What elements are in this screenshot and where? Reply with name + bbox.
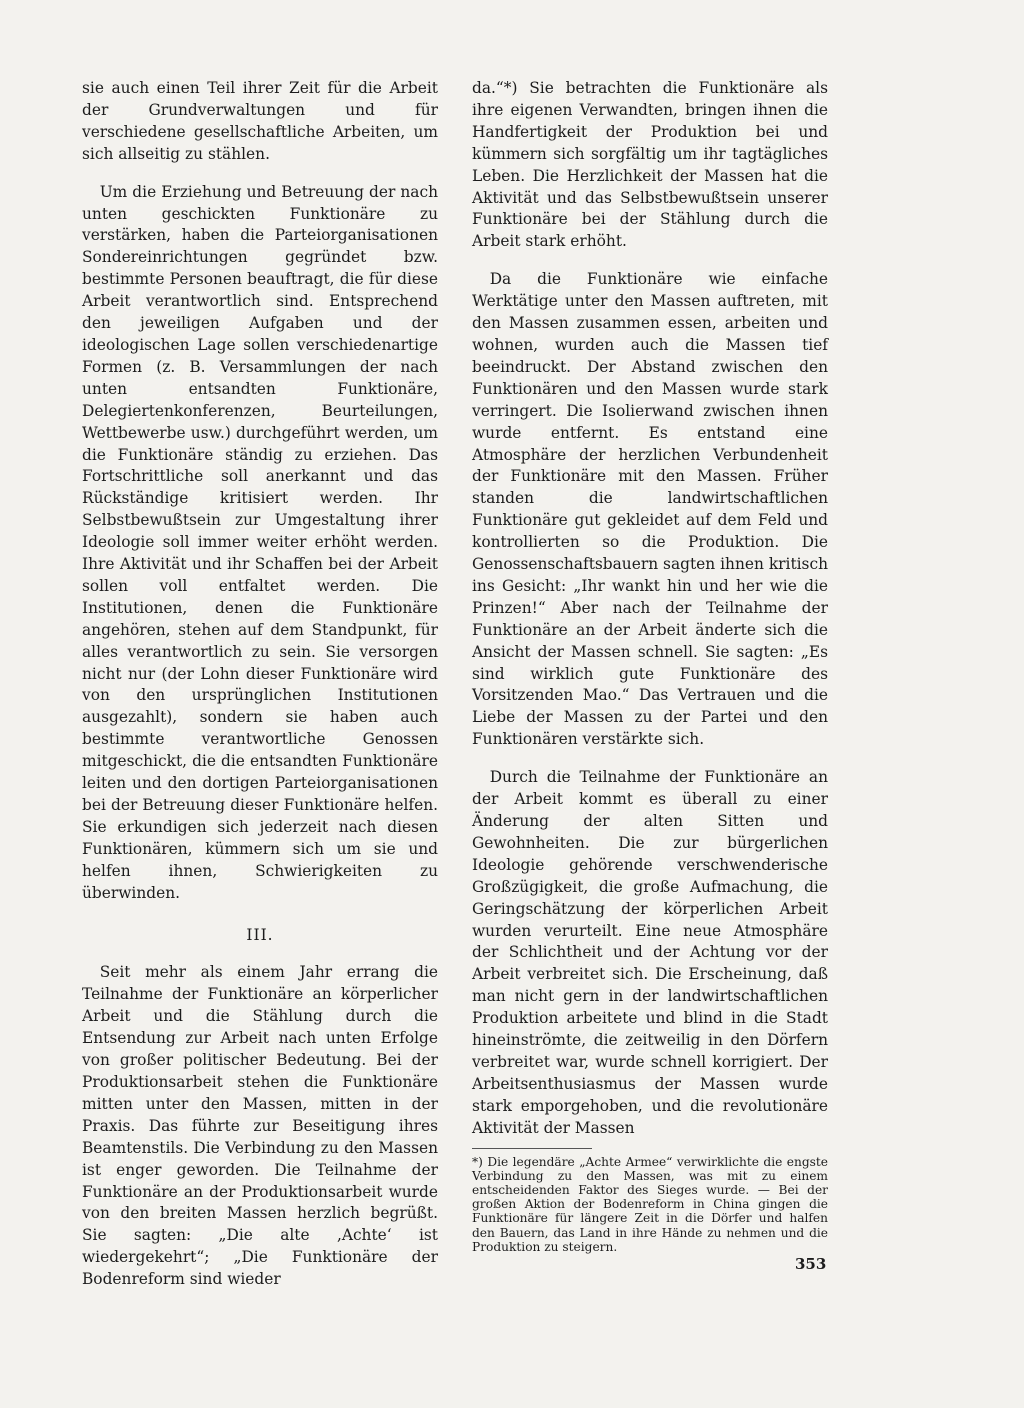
footnote-divider (472, 1148, 592, 1149)
right-paragraph-3: Durch die Teilnahme der Funktionäre an der Arbeit kommt es überall zu einer Änderung der alten Sitten und Gewohnheiten. Die zur bürgerlichen Ideologie gehörende verschwenderische Großzügigkeit, die große Aufmachung, die Geringschätzung der körperlichen Arbeit wurden verurteilt. Eine neue Atmosphäre der Schlichtheit und der Achtung vor der Arbeit verbreitet sich. Die Erscheinung, daß man nicht gern in der landwirtschaftlichen Produktion arbeitete und blind in die Stadt hineinströmte, die zeitweilig in den Dörfern verbreitet war, wurde schnell korrigiert. Der Arbeitsenthusiasmus der Massen wurde stark emporgehoben, und die revolutionäre Aktivität der Massen (472, 768, 828, 1137)
left-column (82, 78, 438, 1291)
right-paragraph-2: Da die Funktionäre wie einfache Werktätige unter den Massen auftreten, mit den Massen zusammen essen, arbeiten und wohnen, wurden auch die Massen tief beeindruckt. Der Abstand zwischen den Funktionären und den Massen wurde stark verringert. Die Isolierwand zwischen ihnen wurde entfernt. Es entstand eine Atmosphäre der herzlichen Verbundenheit der Funktionäre mit den Massen. Früher standen die landwirtschaftlichen Funktionäre gut gekleidet auf dem Feld und kontrollierten so die Produktion. Die Genossenschaftsbauern sagten ihnen kritisch ins Gesicht: „Ihr wankt hin und her wie die Prinzen!“ Aber nach der Teilnahme der Funktionäre an der Arbeit änderte sich die Ansicht der Massen schnell. Sie sagten: „Es sind wirklich gute Funktionäre des Vorsitzenden Mao.“ Das Vertrauen und die Liebe der Massen zu der Partei und den Funktionären verstärkte sich. (472, 270, 828, 749)
right-paragraph-1: da.“*) Sie betrachten die Funktionäre als ihre eigenen Verwandten, bringen ihnen die Handfertigkeit der Produktion bei und kümmern sich sorgfältig um ihr tagtägliches Leben. Die Herzlichkeit der Massen hat die Aktivität und das Selbstbewußtsein unserer Funktionäre bei der Stählung durch die Arbeit stark erhöht. (472, 79, 828, 251)
page-number: 353 (795, 1255, 827, 1273)
section-heading: III. (246, 925, 274, 944)
right-column (472, 78, 828, 1254)
left-paragraph-2: Um die Erziehung und Betreuung der nach unten geschickten Funktionäre zu verstärken, haben die Parteiorganisationen Sondereinrichtungen gegründet bzw. bestimmte Personen beauftragt, die für diese Arbeit verantwortlich sind. Entsprechend den jeweiligen Aufgaben und der ideologischen Lage sollen verschiedenartige Formen (z. B. Versammlungen der nach unten entsandten Funktionäre, Delegiertenkonferenzen, Beurteilungen, Wettbewerbe usw.) durchgeführt werden, um die Funktionäre ständig zu erziehen. Das Fortschrittliche soll anerkannt und das Rückständige kritisiert werden. Ihr Selbstbewußtsein zur Umgestaltung ihrer Ideologie soll immer weiter erhöht werden. Ihre Aktivität und ihr Schaffen bei der Arbeit sollen voll entfaltet werden. Die Institutionen, denen die Funktionäre angehören, stehen auf dem Standpunkt, für alles verantwortlich zu sein. Sie versorgen nicht nur (der Lohn dieser Funktionäre wird von den ursprünglichen Institutionen ausgezahlt), sondern sie haben auch bestimmte verantwortliche Genossen mitgeschickt, die die entsandten Funktionäre leiten und den dortigen Parteiorganisationen bei der Betreuung dieser Funktionäre helfen. Sie erkundigen sich jederzeit nach diesen Funktionären, kümmern sich um sie und helfen ihnen, Schwierigkeiten zu überwinden. (82, 182, 438, 902)
left-paragraph-3: Seit mehr als einem Jahr errang die Teilnahme der Funktionäre an körperlicher Arbeit und die Stählung durch die Entsendung zur Arbeit nach unten Erfolge von großer politischer Bedeutung. Bei der Produktionsarbeit stehen die Funktionäre mitten unter den Massen, mitten in der Praxis. Das führte zur Beseitigung ihres Beamtenstils. Die Verbindung zu den Massen ist enger geworden. Die Teilnahme der Funktionäre an der Produktionsarbeit wurde von den breiten Massen herzlich begrüßt. Sie sagten: „Die alte ‚Achte‘ ist wiedergekehrt“; „Die Funktionäre der Bodenreform sind wieder (82, 963, 438, 1289)
footnote: *) Die legendäre „Achte Armee“ verwirklichte die engste Verbindung zu den Massen, was mit zu einem entscheidenden Faktor des Sieges wurde. — Bei der großen Aktion der Bodenreform in China gingen die Funktionäre für längere Zeit in die Dörfer und halfen den Bauern, das Land in ihre Hände zu nehmen und die Produktion zu steigern. (472, 1154, 828, 1254)
left-paragraph-1: sie auch einen Teil ihrer Zeit für die Arbeit der Grundverwaltungen und für verschiedene gesellschaftliche Arbeiten, um sich allseitig zu stählen. (82, 79, 438, 163)
